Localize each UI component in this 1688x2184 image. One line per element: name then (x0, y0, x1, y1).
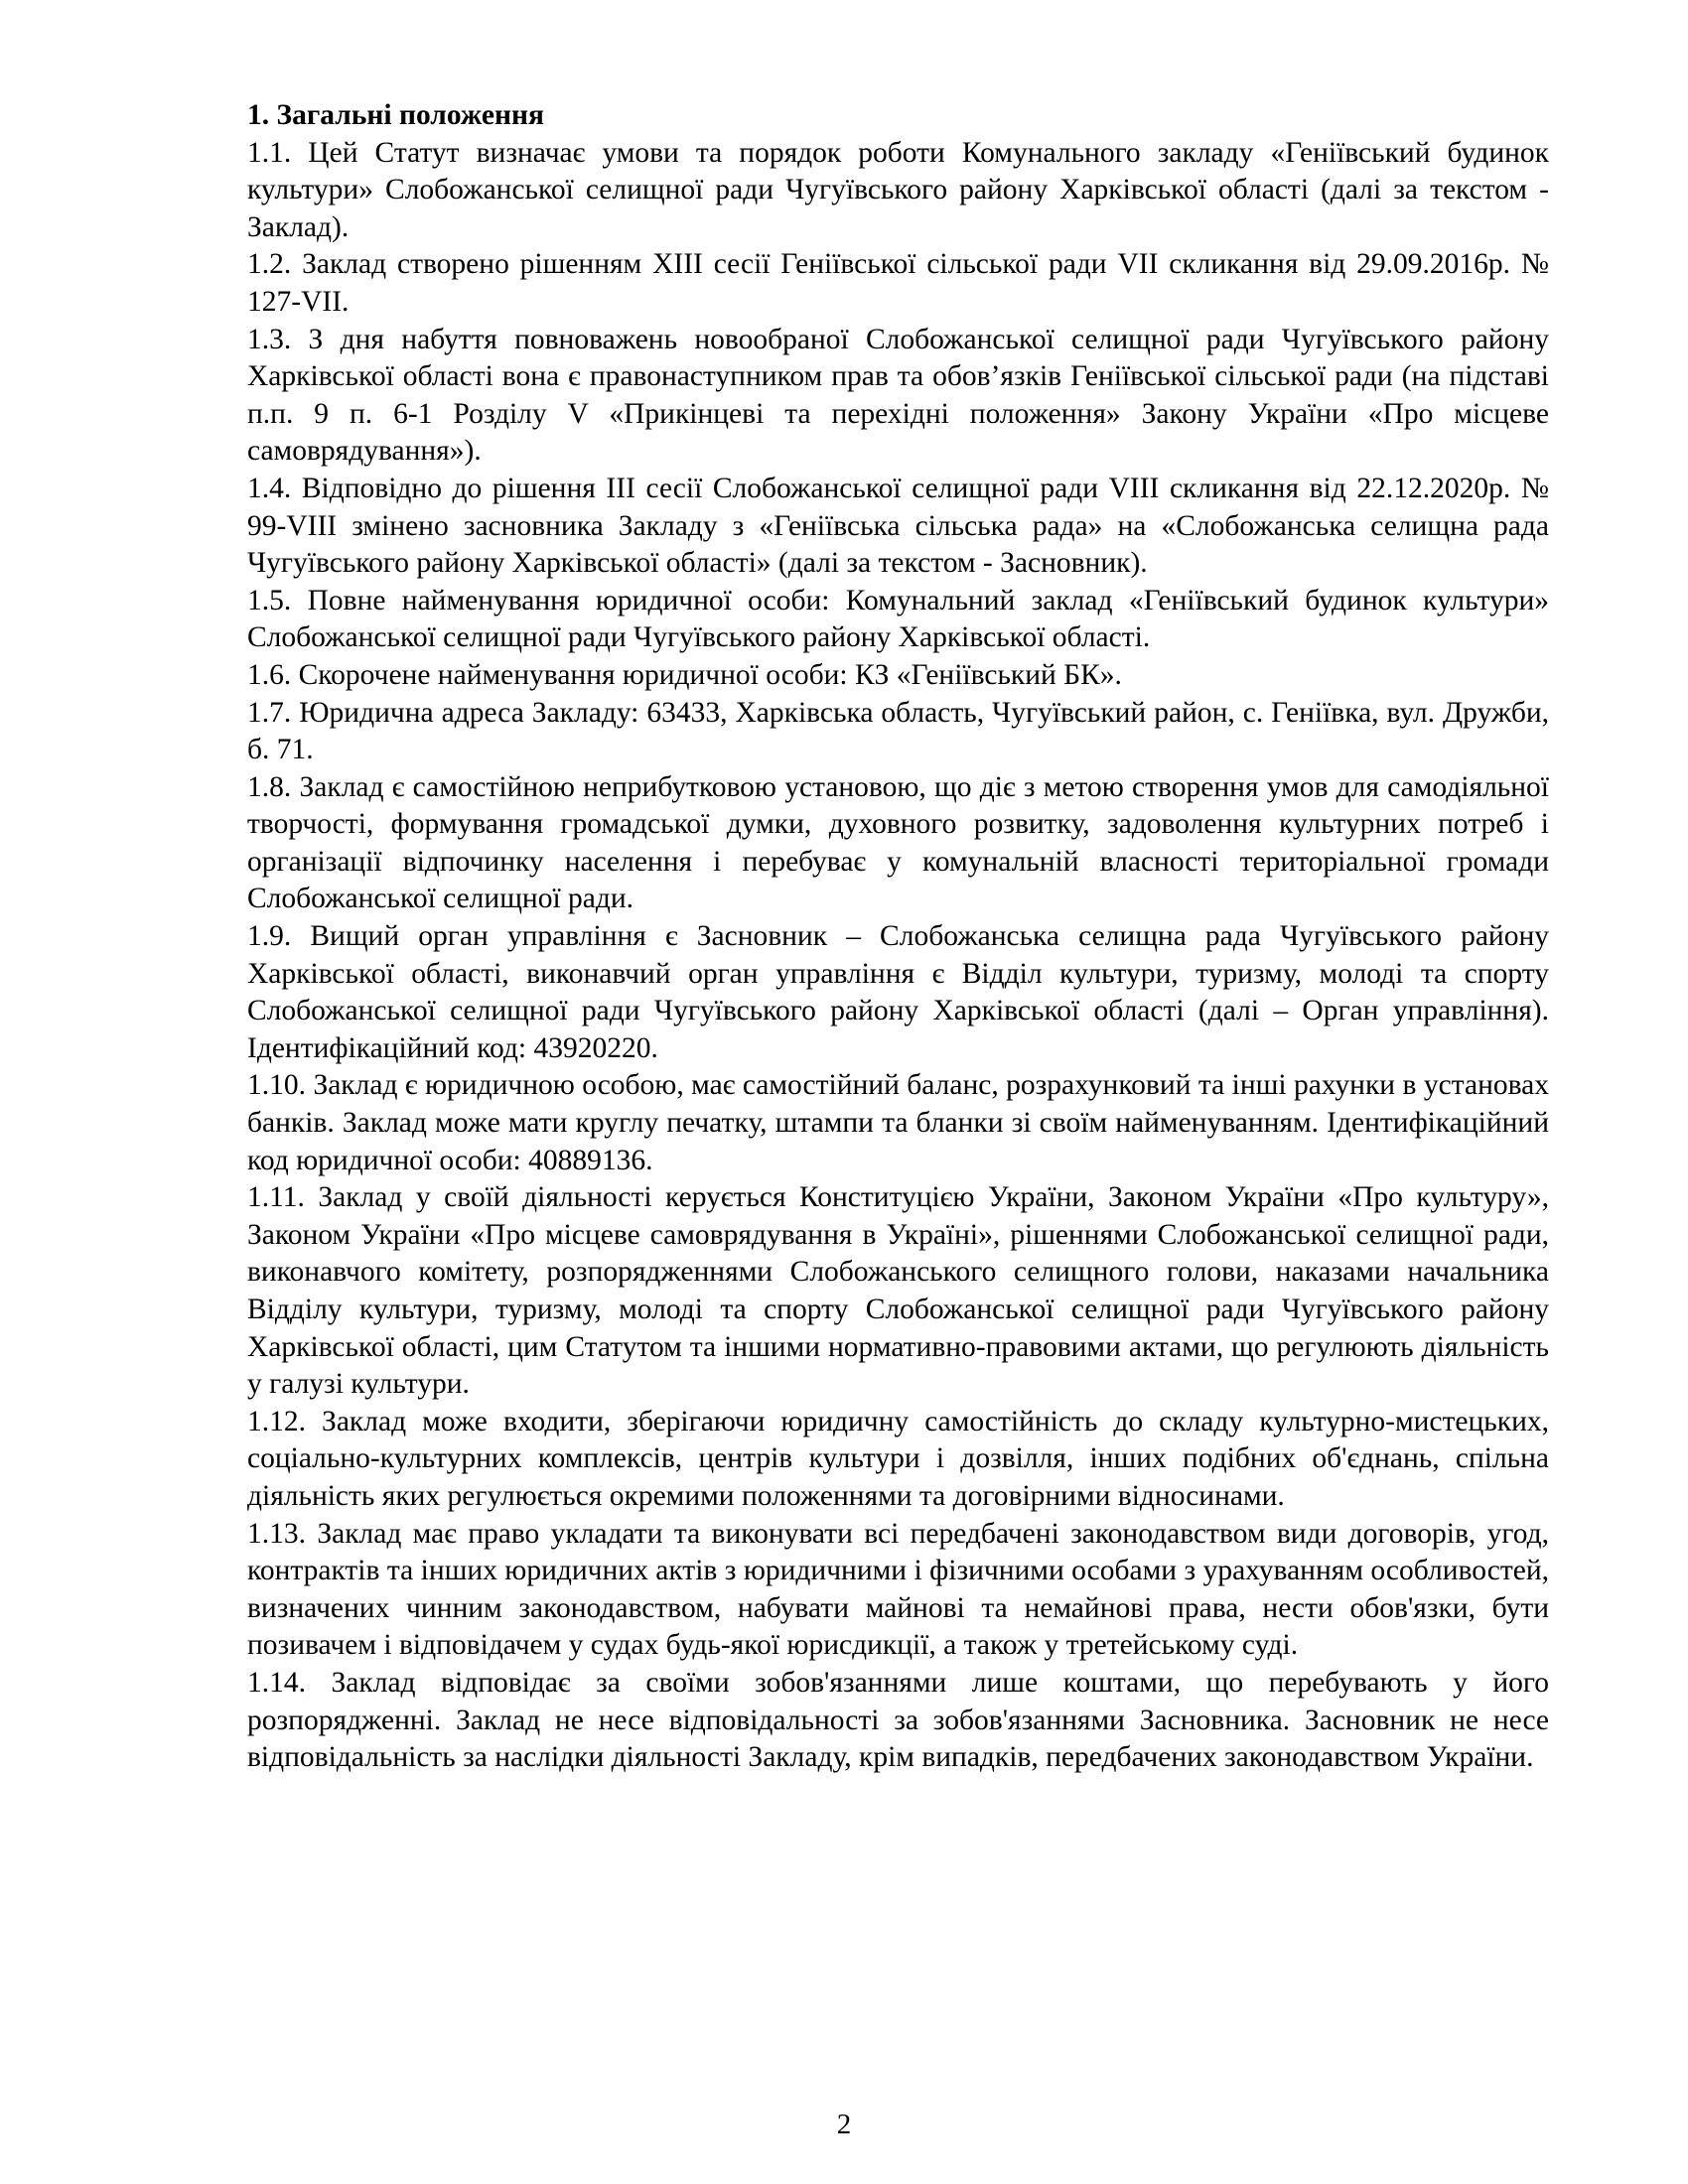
section-heading: 1. Загальні положення (247, 99, 544, 131)
document-body (247, 97, 1549, 1777)
clause-1-9: 1.9. Вищий орган управління є Засновник – Слобожанська селищна рада Чугуївського району Харківської області, виконавчий орган управління є Відділ культури, туризму, молоді та спорту Слобожанської селищної ради Чугуївського району Харківської області (далі – Орган управління). Ідентифікаційний код: 43920220. (247, 920, 1549, 1064)
clause-1-10: 1.10. Заклад є юридичною особою, має самостійний баланс, розрахунковий та інші рахунки в установах банків. Заклад може мати круглу печатку, штампи та бланки зі своїм найменуванням. Ідентифікаційний код юридичної особи: 40889136. (247, 1069, 1549, 1176)
clause-1-1: 1.1. Цей Статут визначає умови та порядок роботи Комунального закладу «Геніївський будинок культури» Слобожанської селищної ради Чугуївського району Харківської області (далі за текстом - Заклад). (247, 136, 1549, 243)
clause-1-11: 1.11. Заклад у своїй діяльності керується Конституцією України, Законом України «Про культуру», Законом України «Про місцеве самоврядування в Україні», рішеннями Слобожанської селищної ради, виконавчого комітету, розпорядженнями Слобожанського селищного голови, наказами начальника Відділу культури, туризму, молоді та спорту Слобожанської селищної ради Чугуївського району Харківської області, цим Статутом та іншими нормативно-правовими актами, що регулюють діяльність у галузі культури. (247, 1181, 1549, 1401)
clause-1-14: 1.14. Заклад відповідає за своїми зобов'язаннями лише коштами, що перебувають у його розпорядженні. Заклад не несе відповідальності за зобов'язаннями Засновника. Засновник не несе відповідальність за наслідки діяльності Закладу, крім випадків, передбачених законодавством України. (247, 1666, 1549, 1774)
clause-1-6: 1.6. Скорочене найменування юридичної особи: КЗ «Геніївський БК». (247, 658, 1122, 691)
clause-1-8: 1.8. Заклад є самостійною неприбутковою установою, що діє з метою створення умов для самодіяльної творчості, формування громадської думки, духовного розвитку, задоволення культурних потреб і організації відпочинку населення і перебуває у комунальній власності територіальної громади Слобожанської селищної ради. (247, 770, 1549, 915)
clause-1-2: 1.2. Заклад створено рішенням XIII сесії Геніївської сільської ради VII скликання від 29.09.2016р. № 127-VII. (247, 248, 1549, 318)
clause-1-3: 1.3. З дня набуття повноважень новообраної Слобожанської селищної ради Чугуївського району Харківської області вона є правонаступником прав та обов’язків Геніївської сільської ради (на підставі п.п. 9 п. 6-1 Розділу V «Прикінцеві та перехідні положення» Закону України «Про місцеве самоврядування»). (247, 323, 1549, 468)
clause-1-7: 1.7. Юридична адреса Закладу: 63433, Харківська область, Чугуївський район, с. Геніївка, вул. Дружби, б. 71. (247, 696, 1549, 766)
clause-1-13: 1.13. Заклад має право укладати та виконувати всі передбачені законодавством види договорів, угод, контрактів та інших юридичних актів з юридичними і фізичними особами з урахуванням особливостей, визначених чинним законодавством, набувати майнові та немайнові права, нести обов'язки, бути позивачем і відповідачем у судах будь-якої юрисдикції, а також у третейському суді. (247, 1517, 1549, 1662)
clause-1-5: 1.5. Повне найменування юридичної особи: Комунальний заклад «Геніївський будинок культури» Слобожанської селищної ради Чугуївського району Харківської області. (247, 584, 1549, 654)
clause-1-4: 1.4. Відповідно до рішення III сесії Слобожанської селищної ради VIII скликання від 22.12.2020р. № 99-VIII змінено засновника Закладу з «Геніївська сільська рада» на «Слобожанська селищна рада Чугуївського району Харківської області» (далі за текстом - Засновник). (247, 472, 1549, 580)
clause-1-12: 1.12. Заклад може входити, зберігаючи юридичну самостійність до складу культурно-мистецьких, соціально-культурних комплексів, центрів культури і дозвілля, інших подібних об'єднань, спільна діяльність яких регулюється окремими положеннями та договірними відносинами. (247, 1405, 1549, 1512)
page-number: 2 (836, 2109, 852, 2140)
